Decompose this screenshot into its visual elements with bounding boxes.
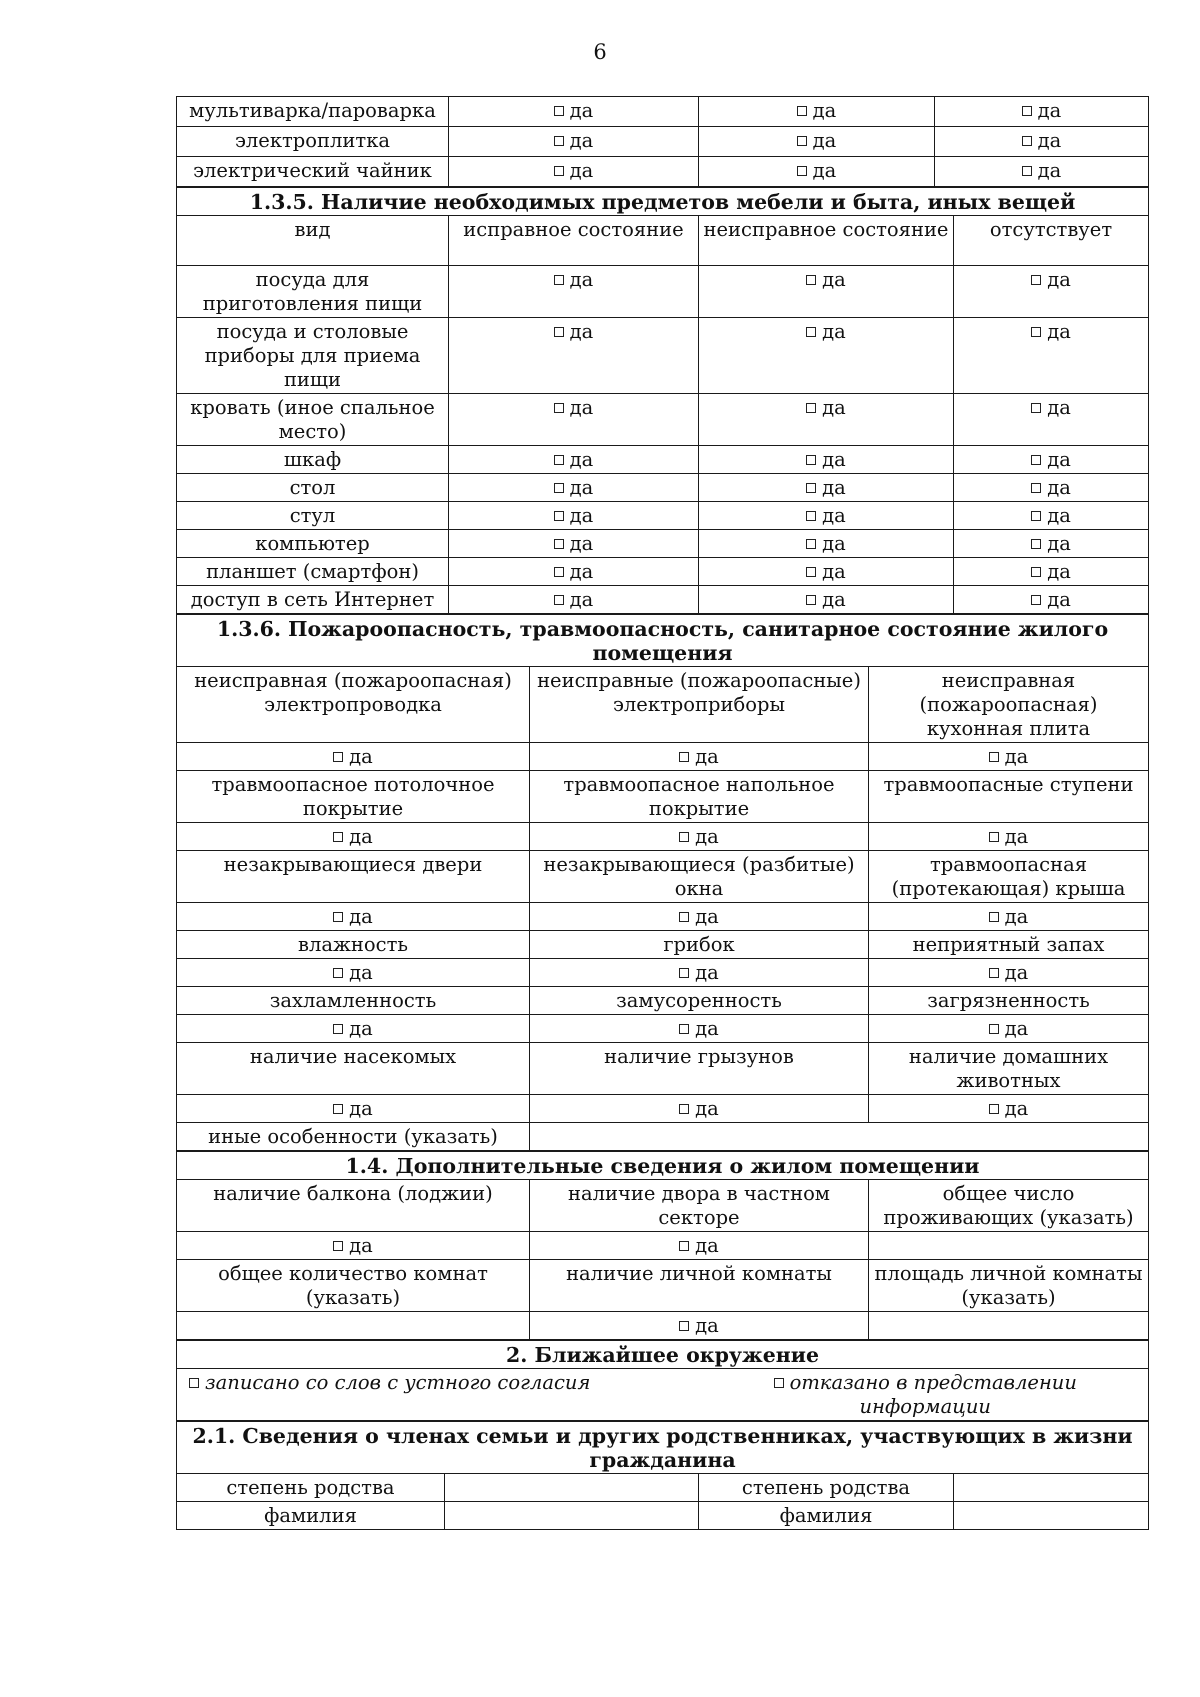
hazard-label: незакрывающиеся двери: [177, 851, 530, 903]
appliances-table: [176, 96, 1149, 187]
relatives-title: 2.1. Сведения о членах семьи и других родственниках, участвующих в жизни гражданина: [177, 1422, 1149, 1474]
table-row: [177, 127, 1149, 157]
checkbox-cell[interactable]: да: [449, 474, 699, 502]
environment-title: 2. Ближайшее окружение: [177, 1341, 1149, 1369]
checkbox-icon[interactable]: [806, 403, 816, 413]
checkbox-cell[interactable]: да: [699, 394, 954, 446]
hazard-label: травмоопасные ступени: [869, 771, 1149, 823]
checkbox-cell[interactable]: да: [449, 586, 699, 614]
checkbox-cell[interactable]: да: [699, 502, 954, 530]
checkbox-icon[interactable]: [679, 968, 689, 978]
checkbox-cell[interactable]: да: [699, 266, 954, 318]
checkbox-cell[interactable]: да: [449, 318, 699, 394]
hazard-label: незакрывающиеся (разбитые) окна: [530, 851, 869, 903]
checkbox-icon[interactable]: [554, 483, 564, 493]
table-row: [177, 1095, 1149, 1123]
checkbox-cell[interactable]: да: [177, 743, 530, 771]
own-room-area-field[interactable]: [869, 1312, 1149, 1340]
checkbox-cell[interactable]: да: [954, 530, 1149, 558]
checkbox-cell[interactable]: да: [449, 530, 699, 558]
table-row: [177, 474, 1149, 502]
relative-field-label: степень родства: [699, 1474, 954, 1502]
table-row: [177, 987, 1149, 1015]
hazard-label: грибок: [530, 931, 869, 959]
page-number: 6: [593, 40, 607, 64]
additional-title: 1.4. Дополнительные сведения о жилом помещении: [177, 1152, 1149, 1180]
table-row: [177, 1043, 1149, 1095]
relative-field-label: фамилия: [699, 1502, 954, 1530]
other-features-label: иные особенности (указать): [177, 1123, 530, 1151]
row-label: планшет (смартфон): [177, 558, 449, 586]
hazard-label: загрязненность: [869, 987, 1149, 1015]
checkbox-icon[interactable]: [333, 1104, 343, 1114]
checkbox-cell[interactable]: да: [954, 502, 1149, 530]
checkbox-icon[interactable]: [1031, 455, 1041, 465]
checkbox-icon[interactable]: [806, 567, 816, 577]
checkbox-icon[interactable]: [806, 483, 816, 493]
row-label: посуда для приготовления пищи: [177, 266, 449, 318]
checkbox-icon[interactable]: [989, 1104, 999, 1114]
checkbox-cell[interactable]: да: [530, 743, 869, 771]
table-row: [177, 530, 1149, 558]
checkbox-icon[interactable]: [679, 912, 689, 922]
checkbox-icon[interactable]: [333, 1241, 343, 1251]
furniture-header-absent: отсутствует: [954, 216, 1149, 266]
table-row: [177, 394, 1149, 446]
checkbox-icon[interactable]: [679, 832, 689, 842]
own-room-area-label: площадь личной комнаты (указать): [869, 1260, 1149, 1312]
residents-label: общее число проживающих (указать): [869, 1180, 1149, 1232]
checkbox-icon[interactable]: [1031, 539, 1041, 549]
residents-count-field[interactable]: [869, 1232, 1149, 1260]
checkbox-icon[interactable]: [333, 912, 343, 922]
checkbox-cell[interactable]: да: [530, 823, 869, 851]
table-row: [177, 502, 1149, 530]
hazard-label: наличие насекомых: [177, 1043, 530, 1095]
relative-field-label: фамилия: [177, 1502, 445, 1530]
checkbox-icon[interactable]: [1031, 483, 1041, 493]
checkbox-icon[interactable]: [989, 832, 999, 842]
hazard-label: неисправная (пожароопасная) электропроводка: [177, 667, 530, 743]
hazard-label: неисправные (пожароопасные) электроприборы: [530, 667, 869, 743]
checkbox-icon[interactable]: [679, 752, 689, 762]
row-label: посуда и столовые приборы для приема пищи: [177, 318, 449, 394]
table-row: [177, 1015, 1149, 1043]
table-row: [177, 903, 1149, 931]
checkbox-cell[interactable]: да: [869, 743, 1149, 771]
table-row: [177, 558, 1149, 586]
environment-table: [176, 1340, 1149, 1421]
checkbox-icon[interactable]: [189, 1378, 199, 1388]
checkbox-cell[interactable]: да: [449, 127, 699, 157]
relative-field-input[interactable]: [954, 1474, 1149, 1502]
checkbox-cell[interactable]: да: [177, 959, 530, 987]
checkbox-cell[interactable]: да: [935, 157, 1149, 187]
safety-title: 1.3.6. Пожароопасность, травмоопасность, санитарное состояние жилого помещения: [177, 615, 1149, 667]
checkbox-icon[interactable]: [554, 166, 564, 176]
checkbox-cell[interactable]: да: [869, 903, 1149, 931]
checkbox-cell[interactable]: да: [699, 97, 935, 127]
furniture-header-type: вид: [177, 216, 449, 266]
checkbox-cell[interactable]: да: [869, 1015, 1149, 1043]
relatives-table: [176, 1421, 1149, 1530]
checkbox-icon[interactable]: [797, 136, 807, 146]
table-row: [177, 446, 1149, 474]
checkbox-cell[interactable]: да: [699, 586, 954, 614]
table-row: [177, 586, 1149, 614]
safety-table: [176, 614, 1149, 1151]
checkbox-cell[interactable]: да: [530, 903, 869, 931]
checkbox-cell[interactable]: да: [954, 318, 1149, 394]
table-row: [177, 1502, 1149, 1530]
checkbox-icon[interactable]: [554, 539, 564, 549]
checkbox-icon[interactable]: [1022, 166, 1032, 176]
rooms-count-label: общее количество комнат (указать): [177, 1260, 530, 1312]
checkbox-cell[interactable]: да: [449, 446, 699, 474]
checkbox-cell[interactable]: да: [699, 474, 954, 502]
checkbox-icon[interactable]: [989, 912, 999, 922]
checkbox-icon[interactable]: [774, 1378, 784, 1388]
checkbox-icon[interactable]: [554, 567, 564, 577]
checkbox-icon[interactable]: [679, 1104, 689, 1114]
checkbox-cell[interactable]: да: [449, 558, 699, 586]
checkbox-cell[interactable]: да: [699, 127, 935, 157]
own-room-label: наличие личной комнаты: [530, 1260, 869, 1312]
checkbox-cell[interactable]: да: [869, 959, 1149, 987]
checkbox-icon[interactable]: [806, 595, 816, 605]
checkbox-icon[interactable]: [333, 1024, 343, 1034]
checkbox-cell[interactable]: да: [699, 318, 954, 394]
checkbox-icon[interactable]: [554, 106, 564, 116]
checkbox-cell[interactable]: да: [449, 97, 699, 127]
checkbox-icon[interactable]: [1031, 567, 1041, 577]
table-row: [177, 266, 1149, 318]
table-row: [177, 157, 1149, 187]
checkbox-icon[interactable]: [797, 106, 807, 116]
table-row: [177, 771, 1149, 823]
checkbox-icon[interactable]: [679, 1241, 689, 1251]
checkbox-icon[interactable]: [806, 275, 816, 285]
furniture-header-broken: неисправное состояние: [699, 216, 954, 266]
checkbox-cell[interactable]: да: [954, 474, 1149, 502]
checkbox-cell[interactable]: да: [530, 959, 869, 987]
checkbox-cell[interactable]: да: [954, 446, 1149, 474]
table-row: [177, 931, 1149, 959]
checkbox-cell[interactable]: да: [699, 157, 935, 187]
checkbox-cell[interactable]: да: [954, 558, 1149, 586]
checkbox-icon[interactable]: [1031, 403, 1041, 413]
row-label: компьютер: [177, 530, 449, 558]
table-row: [177, 97, 1149, 127]
additional-table: [176, 1151, 1149, 1340]
checkbox-icon[interactable]: [679, 1321, 689, 1331]
checkbox-cell[interactable]: да: [449, 266, 699, 318]
checkbox-icon[interactable]: [1031, 595, 1041, 605]
hazard-label: замусоренность: [530, 987, 869, 1015]
hazard-label: неприятный запах: [869, 931, 1149, 959]
checkbox-cell[interactable]: да: [869, 823, 1149, 851]
row-label: стол: [177, 474, 449, 502]
hazard-label: влажность: [177, 931, 530, 959]
checkbox-cell[interactable]: да: [954, 586, 1149, 614]
hazard-label: травмоопасное напольное покрытие: [530, 771, 869, 823]
checkbox-cell[interactable]: да: [935, 97, 1149, 127]
relative-field-input[interactable]: [445, 1474, 699, 1502]
checkbox-cell[interactable]: да: [177, 903, 530, 931]
checkbox-icon[interactable]: [806, 511, 816, 521]
row-label: электроплитка: [177, 127, 449, 157]
checkbox-icon[interactable]: [554, 595, 564, 605]
checkbox-icon[interactable]: [806, 327, 816, 337]
checkbox-cell[interactable]: да: [449, 394, 699, 446]
checkbox-icon[interactable]: [554, 511, 564, 521]
checkbox-cell[interactable]: да: [449, 502, 699, 530]
checkbox-cell[interactable]: да: [954, 266, 1149, 318]
checkbox-icon[interactable]: [554, 136, 564, 146]
yard-label: наличие двора в частном секторе: [530, 1180, 869, 1232]
row-label: мультиварка/пароварка: [177, 97, 449, 127]
yard-checkbox-cell[interactable]: да: [530, 1232, 869, 1260]
checkbox-icon[interactable]: [554, 455, 564, 465]
checkbox-icon[interactable]: [806, 539, 816, 549]
hazard-label: травмоопасное потолочное покрытие: [177, 771, 530, 823]
checkbox-icon[interactable]: [554, 275, 564, 285]
checkbox-cell[interactable]: да: [699, 558, 954, 586]
checkbox-icon[interactable]: [333, 968, 343, 978]
hazard-label: неисправная (пожароопасная) кухонная плита: [869, 667, 1149, 743]
checkbox-icon[interactable]: [1031, 511, 1041, 521]
checkbox-icon[interactable]: [1022, 136, 1032, 146]
row-label: кровать (иное спальное место): [177, 394, 449, 446]
checkbox-cell[interactable]: да: [935, 127, 1149, 157]
checkbox-icon[interactable]: [989, 752, 999, 762]
hazard-label: травмоопасная (протекающая) крыша: [869, 851, 1149, 903]
checkbox-cell[interactable]: да: [699, 446, 954, 474]
balcony-checkbox-cell[interactable]: да: [177, 1232, 530, 1260]
checkbox-icon[interactable]: [333, 832, 343, 842]
table-row: [177, 1474, 1149, 1502]
checkbox-icon[interactable]: [1031, 275, 1041, 285]
checkbox-icon[interactable]: [806, 455, 816, 465]
checkbox-cell[interactable]: да: [530, 1095, 869, 1123]
table-row: [177, 851, 1149, 903]
checkbox-icon[interactable]: [554, 403, 564, 413]
relative-field-label: степень родства: [177, 1474, 445, 1502]
furniture-table: [176, 187, 1149, 614]
checkbox-icon[interactable]: [989, 968, 999, 978]
checkbox-cell[interactable]: да: [530, 1015, 869, 1043]
checkbox-cell[interactable]: да: [177, 1015, 530, 1043]
table-row: [177, 667, 1149, 743]
consent-option[interactable]: записано со слов с устного согласия: [177, 1369, 707, 1421]
relative-field-input[interactable]: [445, 1502, 699, 1530]
checkbox-cell[interactable]: да: [449, 157, 699, 187]
own-room-checkbox-cell[interactable]: да: [530, 1312, 869, 1340]
hazard-label: наличие грызунов: [530, 1043, 869, 1095]
table-row: [177, 959, 1149, 987]
checkbox-icon[interactable]: [554, 327, 564, 337]
furniture-title: 1.3.5. Наличие необходимых предметов мебели и быта, иных вещей: [177, 188, 1149, 216]
checkbox-cell[interactable]: да: [954, 394, 1149, 446]
survey-form: [176, 96, 1148, 1530]
row-label: электрический чайник: [177, 157, 449, 187]
checkbox-icon[interactable]: [797, 166, 807, 176]
row-label: шкаф: [177, 446, 449, 474]
checkbox-icon[interactable]: [1022, 106, 1032, 116]
checkbox-cell[interactable]: да: [699, 530, 954, 558]
table-row: [177, 318, 1149, 394]
row-label: доступ в сеть Интернет: [177, 586, 449, 614]
checkbox-icon[interactable]: [679, 1024, 689, 1034]
checkbox-icon[interactable]: [333, 752, 343, 762]
checkbox-icon[interactable]: [989, 1024, 999, 1034]
checkbox-cell[interactable]: да: [177, 1095, 530, 1123]
other-features-field[interactable]: [530, 1123, 1149, 1151]
checkbox-cell[interactable]: да: [177, 823, 530, 851]
rooms-count-field[interactable]: [177, 1312, 530, 1340]
hazard-label: наличие домашних животных: [869, 1043, 1149, 1095]
table-row: [177, 743, 1149, 771]
balcony-label: наличие балкона (лоджии): [177, 1180, 530, 1232]
checkbox-icon[interactable]: [1031, 327, 1041, 337]
furniture-header-ok: исправное состояние: [449, 216, 699, 266]
relative-field-input[interactable]: [954, 1502, 1149, 1530]
table-row: [177, 823, 1149, 851]
row-label: стул: [177, 502, 449, 530]
refusal-option[interactable]: отказано в представлении информации: [707, 1369, 1149, 1421]
checkbox-cell[interactable]: да: [869, 1095, 1149, 1123]
hazard-label: захламленность: [177, 987, 530, 1015]
